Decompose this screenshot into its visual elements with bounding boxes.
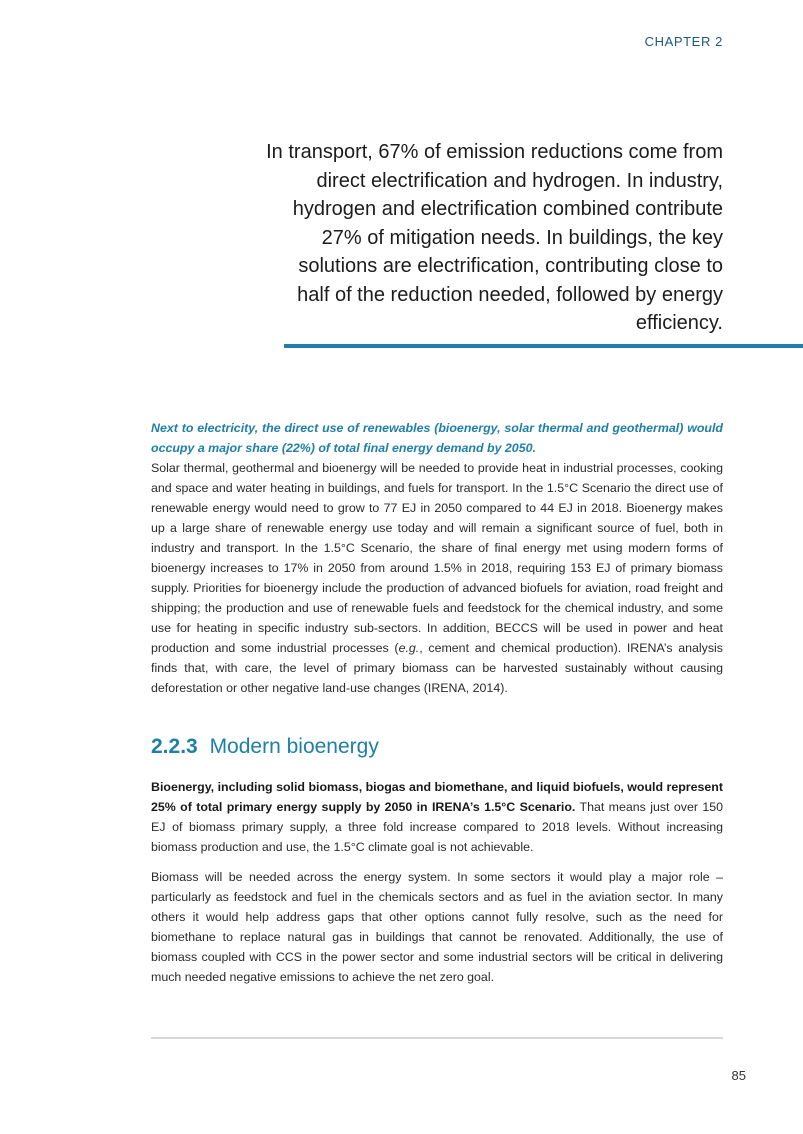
page-number: 85 <box>731 1068 746 1083</box>
pull-quote-rule <box>284 344 803 348</box>
pull-quote: In transport, 67% of emission reductions come from direct electrification and hydrogen. In industry, hydrogen and electrification combined contribute 27% of mitigation needs. In buildings, the key solutions are electrification, contributing close to half of the reduction needed, followed by energy efficiency. <box>266 141 723 334</box>
bioenergy-lead-bold: Bioenergy, including solid biomass, biogas and biomethane, and liquid biofuels, would represent 25% of total primary energy supply by 2050 in IRENA’s 1.5°C Scenario. <box>151 780 723 814</box>
footer-rule <box>151 1037 723 1039</box>
body-text-part: , cement and chemical production). IRENA’s analysis finds that, with care, the level of primary biomass can be harvested sustainably without causing deforestation or other negative land-use changes (IRENA, 2014). <box>151 641 723 695</box>
bioenergy-paragraph-1 <box>151 777 723 857</box>
lead-paragraph: Next to electricity, the direct use of renewables (bioenergy, solar thermal and geothermal) would occupy a major share (22%) of total final energy demand by 2050. <box>151 421 723 455</box>
body-paragraph-renewables <box>151 458 723 698</box>
body-text-eg: e.g. <box>398 641 420 655</box>
body-text-part: Solar thermal, geothermal and bioenergy will be needed to provide heat in industrial processes, cooking and space and water heating in buildings, and fuels for transport. In the 1.5°C Scenario the direct use of renewable energy would need to grow to 77 EJ in 2050 compared to 44 EJ in 2018. Bioenergy makes up a large share of renewable energy use today and will remain a significant source of fuel, both in industry and transport. In the 1.5°C Scenario, the share of final energy met using modern forms of bioenergy increases to 17% in 2050 from around 1.5% in 2018, requiring 153 EJ of primary biomass supply. Priorities for bioenergy include the production of advanced biofuels for aviation, road freight and shipping; the production and use of renewable fuels and feedstock for the chemical industry, and some use for heating in specific industry sub-sectors. In addition, BECCS will be used in power and heat production and some industrial processes ( <box>151 461 723 655</box>
section-number: 2.2.3 <box>151 735 198 758</box>
bioenergy-lead-rest: That means just over 150 EJ of biomass primary supply, a three fold increase compared to 2018 levels. Without increasing biomass production and use, the 1.5°C climate goal is not achievable. <box>151 800 723 854</box>
chapter-label: CHAPTER 2 <box>644 34 723 49</box>
bioenergy-paragraph-2: Biomass will be needed across the energy system. In some sectors it would play a major role – particularly as feedstock and fuel in the chemicals sectors and as fuel in the aviation sector. In many others it would help address gaps that other options cannot fully resolve, such as the need for biomethane to replace natural gas in buildings that cannot be renovated. Additionally, the use of biomass coupled with CCS in the power sector and some industrial sectors will be critical in delivering much needed negative emissions to achieve the net zero goal. <box>151 870 723 984</box>
section-heading <box>151 735 379 759</box>
section-title: Modern bioenergy <box>209 735 379 758</box>
